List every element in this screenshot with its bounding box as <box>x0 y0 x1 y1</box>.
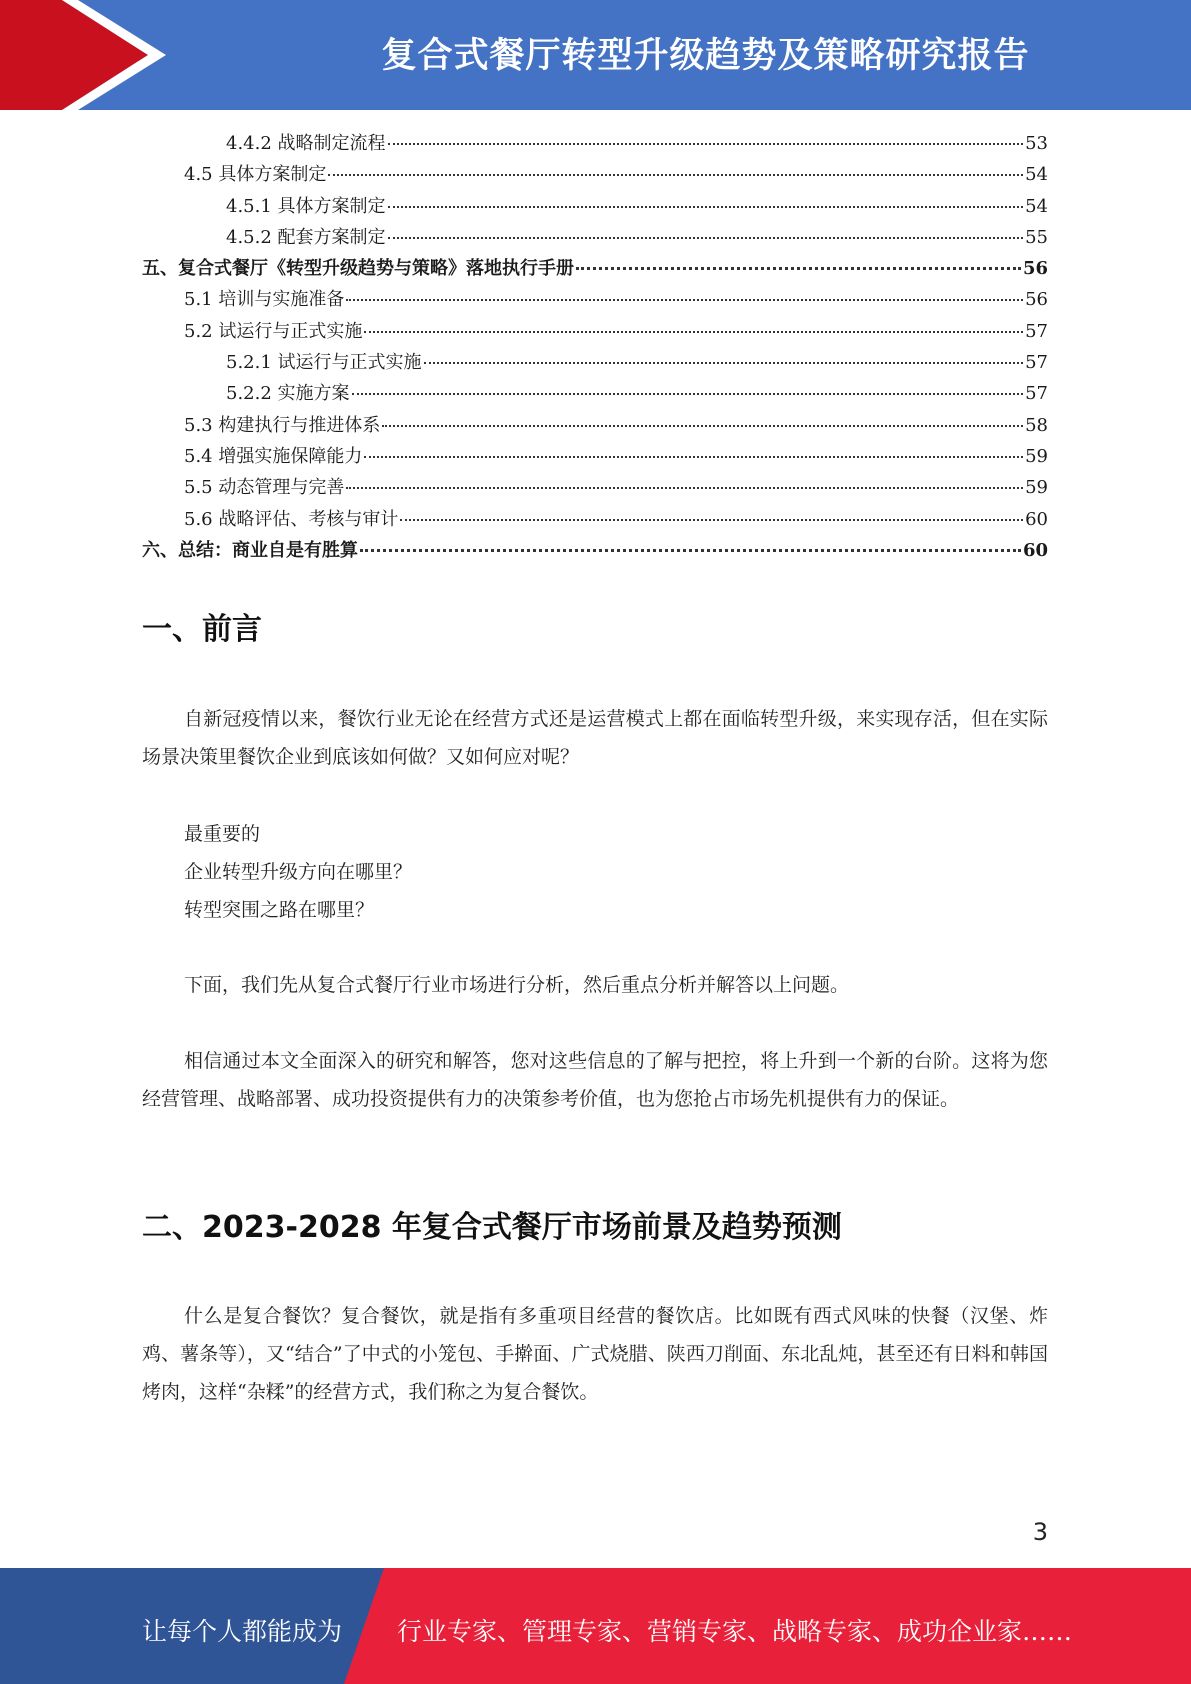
page-number: 3 <box>1032 1518 1048 1546</box>
toc-entry[interactable] <box>142 222 1048 253</box>
toc-entry-page: 54 <box>1025 164 1048 186</box>
toc-dot-leader <box>400 519 1023 521</box>
text-line: 转型突围之路在哪里？ <box>184 899 375 921</box>
toc-entry-page: 58 <box>1025 414 1048 436</box>
toc-entry[interactable] <box>142 191 1048 222</box>
toc-entry-page: 56 <box>1022 258 1048 280</box>
table-of-contents <box>142 128 1048 566</box>
toc-dot-leader <box>346 299 1023 301</box>
paragraph: 自新冠疫情以来，餐饮行业无论在经营方式还是运营模式上都在面临转型升级，来实现存活，但在实际场景决策里餐饮企业到底该如何做？又如何应对呢？ <box>142 708 1048 768</box>
toc-dot-leader <box>388 143 1024 145</box>
toc-entry[interactable] <box>142 128 1048 159</box>
toc-entry-label: 5.5 动态管理与完善 <box>184 477 345 499</box>
toc-entry-page: 59 <box>1025 445 1048 467</box>
toc-entry-label: 4.5 具体方案制定 <box>184 164 327 186</box>
toc-entry-label: 五、复合式餐厅《转型升级趋势与策略》落地执行手册 <box>142 258 574 280</box>
toc-entry-label: 4.5.1 具体方案制定 <box>226 195 386 217</box>
toc-entry-label: 5.3 构建执行与推进体系 <box>184 414 381 436</box>
toc-entry-page: 57 <box>1025 352 1048 374</box>
toc-entry-page: 55 <box>1025 226 1048 248</box>
text-line: 企业转型升级方向在哪里？ <box>184 861 413 883</box>
toc-entry-page: 59 <box>1025 477 1048 499</box>
toc-dot-leader <box>382 425 1023 427</box>
section-heading-preface: 一、前言 <box>142 612 262 647</box>
toc-entry-label: 5.2.1 试运行与正式实施 <box>226 352 422 374</box>
toc-entry-label: 5.4 增强实施保障能力 <box>184 445 363 467</box>
toc-entry-page: 56 <box>1025 289 1048 311</box>
toc-entry[interactable] <box>142 316 1048 347</box>
toc-entry[interactable] <box>142 472 1048 503</box>
toc-dot-leader <box>388 206 1024 208</box>
header-banner <box>0 0 1191 110</box>
toc-entry[interactable] <box>142 284 1048 315</box>
footer-banner <box>0 1568 1191 1684</box>
toc-entry-label: 5.2.2 实施方案 <box>226 383 350 405</box>
toc-entry-label: 5.2 试运行与正式实施 <box>184 320 363 342</box>
toc-entry[interactable] <box>142 410 1048 441</box>
toc-entry[interactable] <box>142 378 1048 409</box>
section-heading-market-outlook: 二、2023-2028 年复合式餐厅市场前景及趋势预测 <box>142 1210 842 1245</box>
paragraph: 下面，我们先从复合式餐厅行业市场进行分析，然后重点分析并解答以上问题。 <box>184 974 850 996</box>
toc-dot-leader <box>346 487 1023 489</box>
toc-dot-leader <box>388 237 1024 239</box>
toc-entry-page: 57 <box>1025 383 1048 405</box>
toc-entry-page: 60 <box>1022 539 1048 561</box>
toc-dot-leader <box>364 456 1023 458</box>
toc-entry[interactable] <box>142 441 1048 472</box>
footer-slogan-left: 让每个人都能成为 <box>142 1617 343 1646</box>
toc-entry-label: 4.4.2 战略制定流程 <box>226 133 386 154</box>
toc-entry-page: 54 <box>1025 195 1048 217</box>
toc-entry[interactable] <box>142 347 1048 378</box>
toc-entry[interactable] <box>142 504 1048 535</box>
paragraph: 相信通过本文全面深入的研究和解答，您对这些信息的了解与把控，将上升到一个新的台阶。这将为您经营管理、战略部署、成功投资提供有力的决策参考价值，也为您抢占市场先机提供有力的保证。 <box>142 1050 1048 1110</box>
text-line: 最重要的 <box>184 823 261 845</box>
toc-dot-leader <box>424 362 1024 364</box>
toc-entry[interactable] <box>142 159 1048 190</box>
toc-entry[interactable] <box>142 253 1048 284</box>
toc-dot-leader <box>328 174 1023 176</box>
toc-dot-leader <box>352 393 1024 395</box>
report-title: 复合式餐厅转型升级趋势及策略研究报告 <box>381 36 1030 76</box>
paragraph: 什么是复合餐饮？复合餐饮，就是指有多重项目经营的餐饮店。比如既有西式风味的快餐（汉堡、炸鸡、薯条等），又“结合”了中式的小笼包、手擀面、广式烧腊、陕西刀削面、东北乱炖，甚至还有日料和韩国烤肉，这样“杂糅”的经营方式，我们称之为复合餐饮。 <box>142 1305 1048 1403</box>
toc-entry-label: 4.5.2 配套方案制定 <box>226 226 386 248</box>
toc-entry-label: 5.6 战略评估、考核与审计 <box>184 508 399 530</box>
toc-entry-page: 60 <box>1025 508 1048 530</box>
footer-slogan-right: 行业专家、管理专家、营销专家、战略专家、成功企业家…… <box>397 1617 1073 1646</box>
toc-dot-leader <box>364 331 1023 333</box>
toc-dot-leader <box>360 549 1021 552</box>
toc-entry-label: 5.1 培训与实施准备 <box>184 289 345 311</box>
toc-dot-leader <box>576 267 1021 270</box>
toc-entry[interactable] <box>142 535 1048 566</box>
toc-entry-page: 53 <box>1025 133 1048 154</box>
toc-entry-label: 六、总结：商业自是有胜算 <box>142 539 358 561</box>
toc-entry-page: 57 <box>1025 320 1048 342</box>
